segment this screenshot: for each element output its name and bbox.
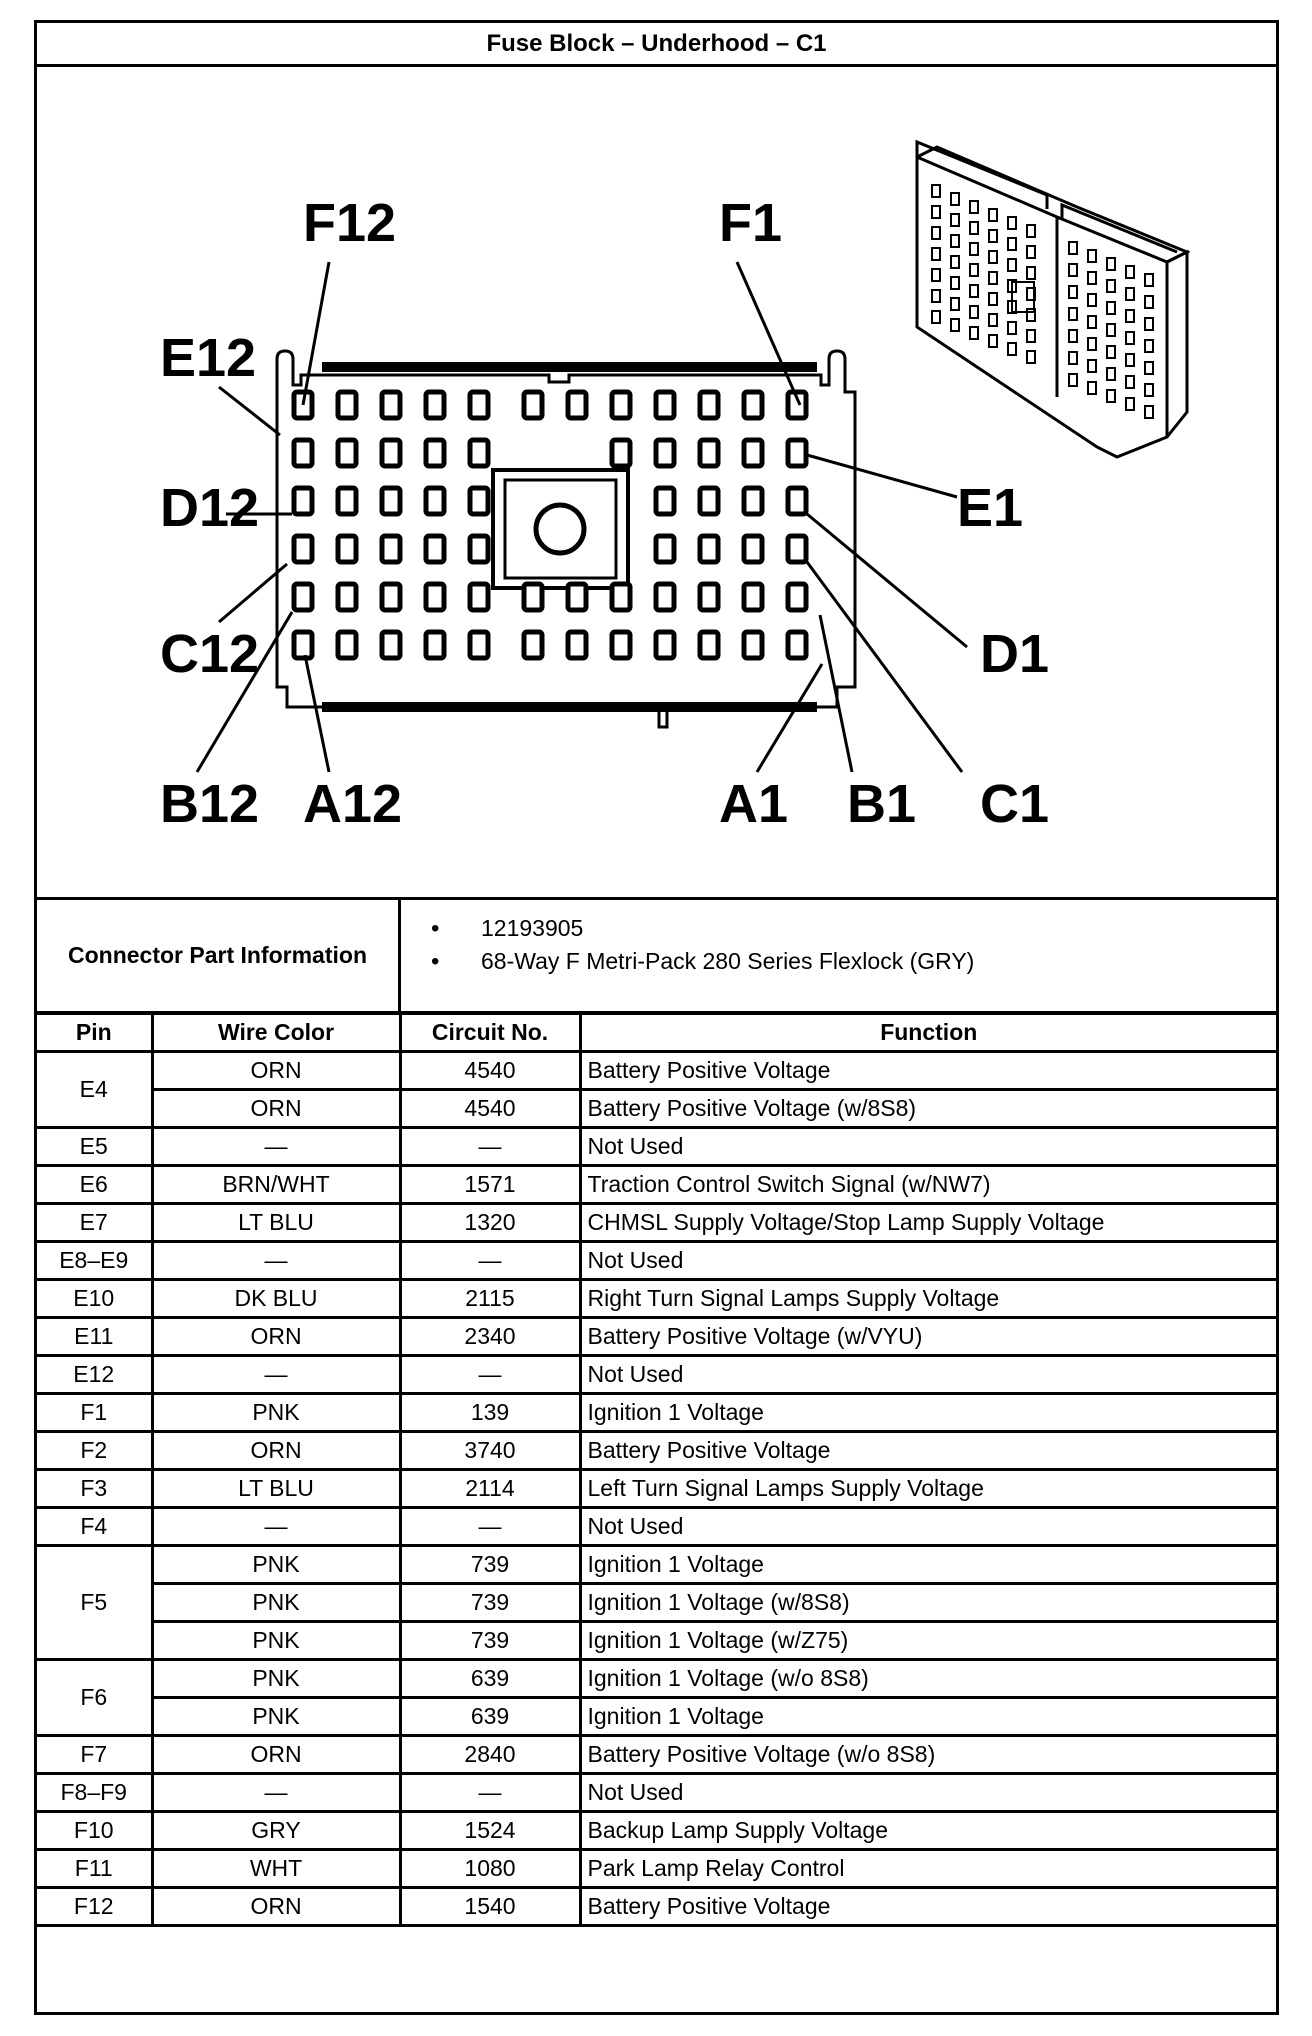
iso-cavity xyxy=(989,272,997,284)
pin-cavity xyxy=(744,536,762,562)
label-A1: A1 xyxy=(719,774,789,834)
iso-cavity xyxy=(1145,296,1153,308)
pin-cavity xyxy=(294,488,312,514)
pin-cavity xyxy=(470,488,488,514)
wire-color-cell: PNK xyxy=(152,1698,400,1736)
pin-cell: E10 xyxy=(37,1280,152,1318)
iso-cavity xyxy=(989,209,997,221)
table-row xyxy=(37,1888,1276,1926)
function-cell: Battery Positive Voltage xyxy=(580,1052,1276,1090)
pin-cavity xyxy=(382,632,400,658)
wire-color-cell: DK BLU xyxy=(152,1280,400,1318)
table-row xyxy=(37,1508,1276,1546)
label-D12: D12 xyxy=(160,478,260,538)
function-cell: Battery Positive Voltage (w/o 8S8) xyxy=(580,1736,1276,1774)
iso-cavity xyxy=(1088,272,1096,284)
pin-cavity xyxy=(426,584,444,610)
iso-cavity xyxy=(1069,330,1077,342)
iso-cavity xyxy=(932,206,940,218)
pin-cavities xyxy=(294,392,806,658)
label-B1: B1 xyxy=(847,774,917,834)
iso-cavity xyxy=(1126,354,1134,366)
iso-cavity xyxy=(951,319,959,331)
iso-cavity xyxy=(1107,368,1115,380)
iso-cavity xyxy=(932,185,940,197)
pin-cavity xyxy=(382,440,400,466)
page-title: Fuse Block – Underhood – C1 xyxy=(37,23,1276,67)
iso-cavity xyxy=(989,230,997,242)
pin-cavity xyxy=(656,392,674,418)
pin-cavity xyxy=(612,584,630,610)
pin-cavity xyxy=(382,392,400,418)
pin-cavity xyxy=(656,440,674,466)
function-cell: Left Turn Signal Lamps Supply Voltage xyxy=(580,1470,1276,1508)
table-header-row xyxy=(37,1015,1276,1052)
iso-cavity xyxy=(1145,406,1153,418)
circuit-cell: — xyxy=(400,1128,580,1166)
table-row xyxy=(37,1242,1276,1280)
pin-cavity xyxy=(338,536,356,562)
pin-cavity xyxy=(426,392,444,418)
pin-cell: F7 xyxy=(37,1736,152,1774)
pinout-table xyxy=(37,1015,1276,1927)
iso-cavity xyxy=(970,327,978,339)
pin-cell: F10 xyxy=(37,1812,152,1850)
iso-cavity xyxy=(1027,246,1035,258)
iso-cavity xyxy=(951,235,959,247)
pin-cavity xyxy=(612,392,630,418)
function-cell: Ignition 1 Voltage (w/Z75) xyxy=(580,1622,1276,1660)
iso-cavity xyxy=(1145,318,1153,330)
iso-cavity xyxy=(989,251,997,263)
function-cell: Not Used xyxy=(580,1356,1276,1394)
circuit-cell: 2115 xyxy=(400,1280,580,1318)
iso-cavity xyxy=(1008,322,1016,334)
iso-cavity xyxy=(1069,352,1077,364)
pin-cavity xyxy=(568,632,586,658)
iso-cavity xyxy=(951,193,959,205)
connector-info-label: Connector Part Information xyxy=(37,900,401,1011)
pin-cavity xyxy=(744,488,762,514)
iso-cavity xyxy=(1069,308,1077,320)
pin-cavity xyxy=(382,584,400,610)
iso-cavity xyxy=(1088,294,1096,306)
pin-cavity xyxy=(700,536,718,562)
table-row xyxy=(37,1736,1276,1774)
label-D1: D1 xyxy=(980,624,1050,684)
table-row xyxy=(37,1356,1276,1394)
pin-cavity xyxy=(656,584,674,610)
pin-cavity xyxy=(524,632,542,658)
iso-cavity xyxy=(970,264,978,276)
iso-cavity xyxy=(951,256,959,268)
pin-cell: E4 xyxy=(37,1052,152,1128)
table-row xyxy=(37,1394,1276,1432)
function-cell: Battery Positive Voltage xyxy=(580,1888,1276,1926)
pin-cavity xyxy=(338,392,356,418)
wire-color-cell: ORN xyxy=(152,1888,400,1926)
iso-cavity xyxy=(1027,267,1035,279)
connector-part-information xyxy=(37,900,1276,1015)
iso-cavity xyxy=(1126,266,1134,278)
function-cell: Not Used xyxy=(580,1128,1276,1166)
wire-color-cell: — xyxy=(152,1508,400,1546)
table-row xyxy=(37,1546,1276,1584)
iso-cavity xyxy=(1126,332,1134,344)
iso-cavity xyxy=(1088,360,1096,372)
label-F1: F1 xyxy=(719,193,783,253)
iso-cavity xyxy=(1145,384,1153,396)
table-row xyxy=(37,1698,1276,1736)
header-function: Function xyxy=(580,1015,1276,1052)
header-pin: Pin xyxy=(37,1015,152,1052)
label-E12: E12 xyxy=(160,328,257,388)
header-wire-color: Wire Color xyxy=(152,1015,400,1052)
table-row xyxy=(37,1128,1276,1166)
iso-cavity xyxy=(1107,302,1115,314)
iso-cavity xyxy=(1088,382,1096,394)
wire-color-cell: GRY xyxy=(152,1812,400,1850)
pin-cavity xyxy=(788,536,806,562)
iso-cavity xyxy=(1107,258,1115,270)
iso-cavity xyxy=(932,311,940,323)
pin-cell: E12 xyxy=(37,1356,152,1394)
connector-isometric-illustration xyxy=(917,142,1187,457)
function-cell: Battery Positive Voltage (w/VYU) xyxy=(580,1318,1276,1356)
iso-cavity xyxy=(932,269,940,281)
iso-cavity xyxy=(970,243,978,255)
header-circuit-no: Circuit No. xyxy=(400,1015,580,1052)
pin-cavity xyxy=(788,488,806,514)
function-cell: Ignition 1 Voltage xyxy=(580,1394,1276,1432)
wire-color-cell: — xyxy=(152,1242,400,1280)
label-C1: C1 xyxy=(980,774,1050,834)
pin-cavity xyxy=(744,632,762,658)
pin-cavity xyxy=(426,536,444,562)
pin-cavity xyxy=(470,584,488,610)
pin-cavity xyxy=(470,536,488,562)
pin-cavity xyxy=(700,488,718,514)
pin-cavity xyxy=(294,440,312,466)
table-row xyxy=(37,1812,1276,1850)
table-row xyxy=(37,1166,1276,1204)
iso-cavity xyxy=(1069,242,1077,254)
iso-cavity xyxy=(1069,286,1077,298)
circuit-cell: 2840 xyxy=(400,1736,580,1774)
iso-cavity xyxy=(1107,324,1115,336)
iso-cavity xyxy=(1008,259,1016,271)
wire-color-cell: PNK xyxy=(152,1584,400,1622)
pin-cell: E8–E9 xyxy=(37,1242,152,1280)
pin-cavity xyxy=(700,584,718,610)
connector-info-list xyxy=(431,912,974,978)
pin-cell: F12 xyxy=(37,1888,152,1926)
iso-cavity xyxy=(1069,374,1077,386)
pin-cavity xyxy=(294,536,312,562)
connector-diagram xyxy=(37,67,1276,900)
pin-cavity xyxy=(382,488,400,514)
iso-cavity xyxy=(951,277,959,289)
pin-cavity xyxy=(470,632,488,658)
iso-cavity xyxy=(951,214,959,226)
pin-cell: F1 xyxy=(37,1394,152,1432)
circuit-cell: — xyxy=(400,1356,580,1394)
iso-cavity xyxy=(989,314,997,326)
label-A12: A12 xyxy=(303,774,403,834)
iso-cavity xyxy=(1126,398,1134,410)
pin-cell: E11 xyxy=(37,1318,152,1356)
table-row xyxy=(37,1090,1276,1128)
pin-cavity xyxy=(470,392,488,418)
pin-cell: F8–F9 xyxy=(37,1774,152,1812)
function-cell: Not Used xyxy=(580,1774,1276,1812)
table-row xyxy=(37,1622,1276,1660)
function-cell: Right Turn Signal Lamps Supply Voltage xyxy=(580,1280,1276,1318)
pin-cavity xyxy=(426,440,444,466)
connector-part-number: • 12193905 xyxy=(431,912,974,945)
pin-cavity xyxy=(744,584,762,610)
pin-cavity xyxy=(788,440,806,466)
function-cell: Ignition 1 Voltage (w/8S8) xyxy=(580,1584,1276,1622)
circuit-cell: 639 xyxy=(400,1698,580,1736)
wire-color-cell: ORN xyxy=(152,1736,400,1774)
iso-cavity xyxy=(970,285,978,297)
iso-cavity xyxy=(1126,310,1134,322)
iso-cavity xyxy=(1069,264,1077,276)
pin-cavity xyxy=(788,584,806,610)
circuit-cell: — xyxy=(400,1774,580,1812)
pin-cell: E7 xyxy=(37,1204,152,1242)
iso-cavity xyxy=(1008,238,1016,250)
iso-cavity xyxy=(1088,338,1096,350)
function-cell: Not Used xyxy=(580,1508,1276,1546)
iso-cavity xyxy=(1027,351,1035,363)
function-cell: Ignition 1 Voltage (w/o 8S8) xyxy=(580,1660,1276,1698)
function-cell: Traction Control Switch Signal (w/NW7) xyxy=(580,1166,1276,1204)
circuit-cell: 1571 xyxy=(400,1166,580,1204)
iso-cavity xyxy=(989,293,997,305)
function-cell: Battery Positive Voltage xyxy=(580,1432,1276,1470)
pin-cell: F2 xyxy=(37,1432,152,1470)
table-row xyxy=(37,1318,1276,1356)
pin-cavity xyxy=(338,488,356,514)
wire-color-cell: BRN/WHT xyxy=(152,1166,400,1204)
pin-cell: E6 xyxy=(37,1166,152,1204)
pin-cavity xyxy=(788,632,806,658)
pin-cavity xyxy=(700,632,718,658)
iso-cavity xyxy=(970,201,978,213)
circuit-cell: 1080 xyxy=(400,1850,580,1888)
pin-cavity xyxy=(656,632,674,658)
wire-color-cell: PNK xyxy=(152,1622,400,1660)
pin-cavity xyxy=(568,392,586,418)
iso-cavity xyxy=(1145,362,1153,374)
connector-face-drawing xyxy=(37,67,1276,897)
circuit-cell: 2340 xyxy=(400,1318,580,1356)
pin-cavity xyxy=(524,584,542,610)
iso-cavity xyxy=(1126,376,1134,388)
pin-cavity xyxy=(338,584,356,610)
wire-color-cell: ORN xyxy=(152,1432,400,1470)
iso-cavity xyxy=(989,335,997,347)
circuit-cell: 4540 xyxy=(400,1052,580,1090)
pin-cavity xyxy=(568,584,586,610)
iso-cavity xyxy=(932,290,940,302)
iso-cavity xyxy=(1027,330,1035,342)
function-cell: Ignition 1 Voltage xyxy=(580,1546,1276,1584)
wire-color-cell: LT BLU xyxy=(152,1470,400,1508)
circuit-cell: 1540 xyxy=(400,1888,580,1926)
pin-cell: F4 xyxy=(37,1508,152,1546)
pin-cavity xyxy=(524,392,542,418)
pin-cavity xyxy=(612,440,630,466)
wire-color-cell: ORN xyxy=(152,1318,400,1356)
table-row xyxy=(37,1660,1276,1698)
circuit-cell: — xyxy=(400,1242,580,1280)
pin-cell: F5 xyxy=(37,1546,152,1660)
circuit-cell: 739 xyxy=(400,1584,580,1622)
table-row xyxy=(37,1850,1276,1888)
pin-cell: F6 xyxy=(37,1660,152,1736)
iso-cavity xyxy=(1107,280,1115,292)
pin-cavity xyxy=(294,632,312,658)
circuit-cell: 4540 xyxy=(400,1090,580,1128)
iso-cavity xyxy=(1027,225,1035,237)
pin-cell: E5 xyxy=(37,1128,152,1166)
table-row xyxy=(37,1470,1276,1508)
label-B12: B12 xyxy=(160,774,260,834)
label-E1: E1 xyxy=(957,478,1024,538)
circuit-cell: 1524 xyxy=(400,1812,580,1850)
function-cell: Battery Positive Voltage (w/8S8) xyxy=(580,1090,1276,1128)
wire-color-cell: ORN xyxy=(152,1090,400,1128)
iso-cavity xyxy=(932,248,940,260)
pin-cavity xyxy=(470,440,488,466)
wire-color-cell: LT BLU xyxy=(152,1204,400,1242)
connector-description: • 68-Way F Metri-Pack 280 Series Flexlock (GRY) xyxy=(431,945,974,978)
pin-cell: F11 xyxy=(37,1850,152,1888)
pin-cavity xyxy=(656,488,674,514)
iso-cavity xyxy=(1145,340,1153,352)
iso-cavity xyxy=(932,227,940,239)
pin-cavity xyxy=(744,392,762,418)
iso-cavity xyxy=(1088,316,1096,328)
iso-cavity xyxy=(1107,390,1115,402)
iso-cavity xyxy=(951,298,959,310)
function-cell: Park Lamp Relay Control xyxy=(580,1850,1276,1888)
table-row xyxy=(37,1280,1276,1318)
pin-cavity xyxy=(338,440,356,466)
connector-sheet xyxy=(34,20,1279,2015)
wire-color-cell: — xyxy=(152,1774,400,1812)
circuit-cell: 739 xyxy=(400,1546,580,1584)
pin-cavity xyxy=(426,488,444,514)
wire-color-cell: — xyxy=(152,1128,400,1166)
wire-color-cell: ORN xyxy=(152,1052,400,1090)
function-cell: Ignition 1 Voltage xyxy=(580,1698,1276,1736)
iso-cavity xyxy=(1008,343,1016,355)
iso-cavity xyxy=(1008,217,1016,229)
table-row xyxy=(37,1052,1276,1090)
pin-cavity xyxy=(338,632,356,658)
function-cell: Not Used xyxy=(580,1242,1276,1280)
wire-color-cell: PNK xyxy=(152,1546,400,1584)
circuit-cell: 139 xyxy=(400,1394,580,1432)
pin-cavity xyxy=(612,632,630,658)
label-C12: C12 xyxy=(160,624,260,684)
wire-color-cell: PNK xyxy=(152,1660,400,1698)
iso-cavity xyxy=(1145,274,1153,286)
pin-cavity xyxy=(700,440,718,466)
table-row xyxy=(37,1204,1276,1242)
pin-cavity xyxy=(426,632,444,658)
circuit-cell: 739 xyxy=(400,1622,580,1660)
circuit-cell: 3740 xyxy=(400,1432,580,1470)
function-cell: Backup Lamp Supply Voltage xyxy=(580,1812,1276,1850)
pin-cavity xyxy=(294,584,312,610)
iso-cavity xyxy=(1107,346,1115,358)
table-row xyxy=(37,1432,1276,1470)
iso-cavity xyxy=(970,306,978,318)
iso-cavity xyxy=(970,222,978,234)
table-row xyxy=(37,1774,1276,1812)
pin-cell: F3 xyxy=(37,1470,152,1508)
pin-cavity xyxy=(744,440,762,466)
circuit-cell: 639 xyxy=(400,1660,580,1698)
circuit-cell: — xyxy=(400,1508,580,1546)
circuit-cell: 1320 xyxy=(400,1204,580,1242)
iso-cavity xyxy=(1088,250,1096,262)
wire-color-cell: WHT xyxy=(152,1850,400,1888)
wire-color-cell: PNK xyxy=(152,1394,400,1432)
table-row xyxy=(37,1584,1276,1622)
function-cell: CHMSL Supply Voltage/Stop Lamp Supply Voltage xyxy=(580,1204,1276,1242)
circuit-cell: 2114 xyxy=(400,1470,580,1508)
pin-cavity xyxy=(382,536,400,562)
pin-cavity xyxy=(656,536,674,562)
wire-color-cell: — xyxy=(152,1356,400,1394)
iso-cavity xyxy=(1126,288,1134,300)
pin-cavity xyxy=(700,392,718,418)
label-F12: F12 xyxy=(303,193,397,253)
